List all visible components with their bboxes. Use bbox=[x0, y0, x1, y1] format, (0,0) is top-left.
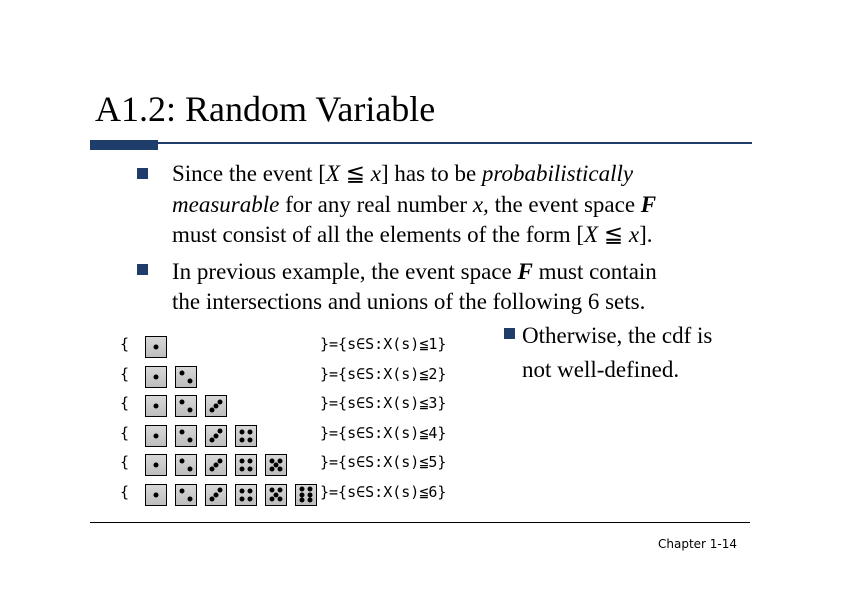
set-open-brace: { bbox=[120, 423, 130, 442]
die-pip bbox=[240, 429, 245, 434]
text-run: the event space bbox=[488, 192, 641, 217]
side-note-line-2: not well-defined. bbox=[522, 357, 680, 382]
set-definition: }={s∈S:X(s)≦1} bbox=[320, 335, 447, 353]
die-pip bbox=[154, 463, 159, 468]
die-face-6-icon bbox=[295, 484, 317, 506]
die-pip bbox=[218, 488, 223, 493]
bullet-marker-3 bbox=[504, 328, 515, 339]
die-pip bbox=[209, 496, 214, 501]
die-pip bbox=[248, 488, 253, 493]
die-pip bbox=[300, 497, 305, 502]
die-pip bbox=[248, 459, 253, 464]
die-face-1-icon bbox=[145, 395, 167, 417]
die-pip bbox=[240, 437, 245, 442]
die-face-1-icon bbox=[145, 366, 167, 388]
text-run: must consist of all the elements of the form [ bbox=[172, 222, 584, 247]
die-pip bbox=[188, 467, 193, 472]
set-open-brace: { bbox=[120, 335, 130, 353]
side-note-line-1: Otherwise, the cdf is bbox=[522, 323, 713, 348]
die-pip bbox=[154, 345, 159, 350]
die-pip bbox=[218, 458, 223, 463]
die-face-4-icon bbox=[235, 425, 257, 447]
die-face-5-icon bbox=[265, 484, 287, 506]
set-open-brace: { bbox=[120, 453, 130, 471]
die-pip bbox=[209, 467, 214, 472]
die-face-3-icon bbox=[205, 425, 227, 447]
die-pip bbox=[154, 404, 159, 409]
footer-page-label: Chapter 1-14 bbox=[658, 537, 738, 551]
die-pip bbox=[248, 429, 253, 434]
die-face-2-icon bbox=[175, 395, 197, 417]
die-pip bbox=[214, 492, 219, 497]
die-pip bbox=[278, 488, 283, 493]
die-face-3-icon bbox=[205, 484, 227, 506]
text-run: probabilistically bbox=[481, 161, 634, 186]
set-definition: }={s∈S:X(s)≦5} bbox=[320, 453, 447, 471]
die-face-1-icon bbox=[145, 484, 167, 506]
slide-title: A1.2: Random Variable bbox=[95, 89, 436, 129]
die-pip bbox=[180, 400, 185, 405]
text-run: ] has to be bbox=[380, 161, 482, 186]
text-run: ]. bbox=[639, 222, 653, 247]
set-open-brace: { bbox=[120, 482, 130, 501]
die-pip bbox=[180, 429, 185, 434]
die-face-2-icon bbox=[175, 484, 197, 506]
text-run: must contain bbox=[532, 259, 657, 284]
die-pip bbox=[209, 437, 214, 442]
die-pip bbox=[214, 404, 219, 409]
set-definition: }={s∈S:X(s)≦2} bbox=[320, 364, 447, 383]
die-pip bbox=[308, 497, 313, 502]
die-face-4-icon bbox=[235, 484, 257, 506]
text-run: x, bbox=[472, 192, 489, 217]
die-pip bbox=[188, 408, 193, 413]
die-pip bbox=[278, 496, 283, 501]
text-run: F bbox=[640, 192, 657, 217]
die-pip bbox=[269, 496, 274, 501]
die-face-3-icon bbox=[205, 395, 227, 417]
die-pip bbox=[209, 408, 214, 413]
die-pip bbox=[218, 399, 223, 404]
text-run: F bbox=[517, 259, 533, 284]
text-run: X bbox=[584, 222, 599, 247]
die-pip bbox=[154, 492, 159, 497]
die-pip bbox=[180, 459, 185, 464]
set-definition: }={s∈S:X(s)≦4} bbox=[320, 423, 447, 442]
footer-rule bbox=[90, 522, 750, 523]
die-pip bbox=[188, 496, 193, 501]
die-pip bbox=[240, 488, 245, 493]
die-pip bbox=[278, 467, 283, 472]
die-pip bbox=[154, 433, 159, 438]
die-face-1-icon bbox=[145, 454, 167, 476]
die-pip bbox=[269, 467, 274, 472]
text-run: ≦ bbox=[598, 222, 629, 247]
die-face-1-icon bbox=[145, 425, 167, 447]
die-pip bbox=[278, 458, 283, 463]
die-pip bbox=[248, 467, 253, 472]
die-pip bbox=[240, 496, 245, 501]
text-run: Since the event [ bbox=[172, 161, 326, 186]
text-run: x bbox=[370, 161, 381, 186]
die-face-2-icon bbox=[175, 454, 197, 476]
text-run: measurable bbox=[172, 192, 280, 217]
text-run: In previous example, the event space bbox=[172, 259, 518, 284]
die-pip bbox=[214, 433, 219, 438]
die-pip bbox=[248, 496, 253, 501]
set-definition: }={s∈S:X(s)≦6} bbox=[320, 482, 447, 501]
die-pip bbox=[188, 378, 193, 383]
die-pip bbox=[154, 374, 159, 379]
die-face-1-icon bbox=[145, 336, 167, 358]
set-open-brace: { bbox=[120, 394, 130, 412]
set-definition: }={s∈S:X(s)≦3} bbox=[320, 394, 447, 412]
text-run: for any real number bbox=[279, 192, 473, 217]
die-face-3-icon bbox=[205, 454, 227, 476]
die-pip bbox=[214, 463, 219, 468]
die-pip bbox=[180, 488, 185, 493]
set-open-brace: { bbox=[120, 364, 130, 383]
die-face-2-icon bbox=[175, 425, 197, 447]
die-pip bbox=[248, 437, 253, 442]
die-pip bbox=[240, 459, 245, 464]
text-run: X bbox=[325, 161, 340, 186]
die-face-5-icon bbox=[265, 454, 287, 476]
die-pip bbox=[218, 429, 223, 434]
die-face-2-icon bbox=[175, 366, 197, 388]
text-run: ≦ bbox=[339, 161, 371, 186]
die-pip bbox=[240, 467, 245, 472]
die-pip bbox=[188, 437, 193, 442]
die-pip bbox=[180, 370, 185, 375]
text-run: x bbox=[628, 222, 640, 247]
die-face-4-icon bbox=[235, 454, 257, 476]
text-run: the intersections and unions of the following 6 sets. bbox=[172, 289, 646, 314]
